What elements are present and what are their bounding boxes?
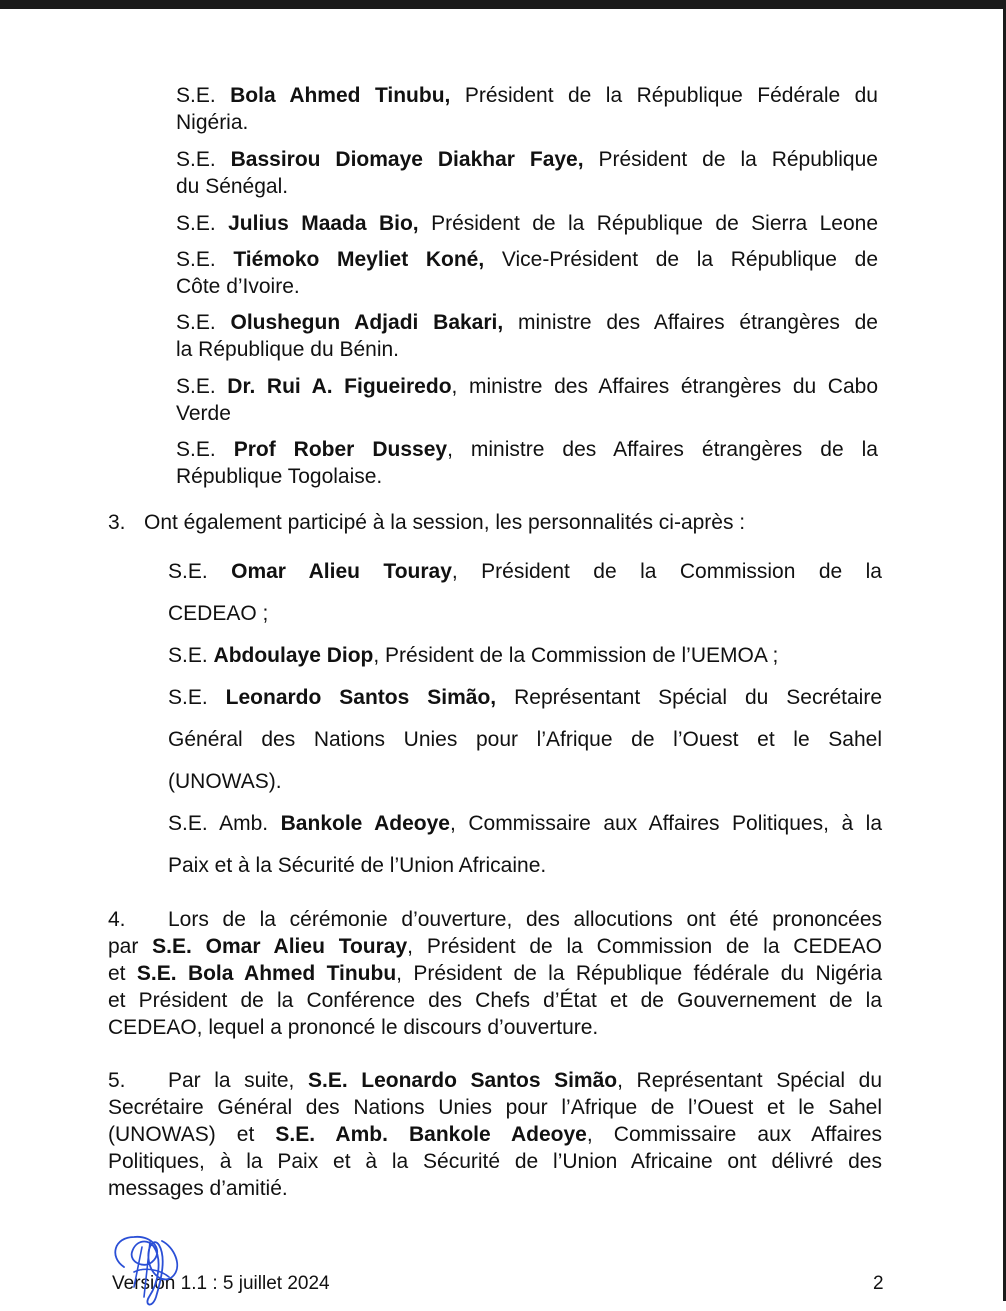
section-4-paragraph: 4. Lors de la cérémonie d’ouverture, des allocutions ont été prononcées par S.E. Omar Alieu Touray, Président de la Commission de la CEDEAO et S.E. Bola Ahmed Tinubu, Président de la République fédérale du Nigéria et Président de la Conférence des Chefs d’État et de Gouvernement de la CEDEAO, lequel a prononcé le discours d’ouverture. [108,908,883,1039]
participant-bankole-adeoye: S.E. Amb. Bankole Adeoye, Commissaire aux Affaires Politiques, à la Paix et à la Sécurité de l’Union Africaine. [168,812,883,877]
attendee-bola-tinubu: S.E. Bola Ahmed Tinubu, Président de la République Fédérale du Nigéria. [176,84,878,134]
attendee-robert-dussey: S.E. Prof Rober Dussey, ministre des Affaires étrangères de la République Togolaise. [176,438,878,488]
section-4-number: 4. [108,908,126,931]
attendee-bassirou-faye: S.E. Bassirou Diomaye Diakhar Faye, Président de la République du Sénégal. [176,148,878,198]
section-3-number: 3. [108,511,126,534]
footer-version: Version 1.1 : 5 juillet 2024 [112,1273,330,1294]
attendee-olushegun-bakari: S.E. Olushegun Adjadi Bakari, ministre des Affaires étrangères de la République du Bénin. [176,311,878,361]
participant-leonardo-simao: S.E. Leonardo Santos Simão, Représentant Spécial du Secrétaire Général des Nations Unies pour l’Afrique de l’Ouest et le Sahel (UNOWAS). [168,686,882,793]
page-number: 2 [873,1273,884,1294]
section-5-number: 5. [108,1069,126,1092]
attendee-julius-bio: S.E. Julius Maada Bio, Président de la République de Sierra Leone [176,212,879,235]
section-5-paragraph: 5. Par la suite, S.E. Leonardo Santos Simão, Représentant Spécial du Secrétaire Général des Nations Unies pour l’Afrique de l’Ouest et le Sahel (UNOWAS) et S.E. Amb. Bankole Adeoye, Commissaire aux Affaires Politiques, à la Paix et à la Sécurité de l’Union Africaine ont délivré des messages d’amitié. [108,1069,883,1200]
attendee-rui-figueiredo: S.E. Dr. Rui A. Figueiredo, ministre des Affaires étrangères du Cabo Verde [176,375,878,425]
document-page [0,9,1003,1301]
viewer-top-bar [0,0,1006,9]
section-3-intro: 3. Ont également participé à la session, les personnalités ci-après : [108,511,746,534]
signature-icon [104,1227,194,1311]
participant-abdoulaye-diop: S.E. Abdoulaye Diop, Président de la Commission de l’UEMOA ; [168,644,779,667]
participant-omar-touray: S.E. Omar Alieu Touray, Président de la Commission de la CEDEAO ; [168,560,882,625]
attendee-tiemoko-kone: S.E. Tiémoko Meyliet Koné, Vice-Président de la République de Côte d’Ivoire. [176,248,878,298]
